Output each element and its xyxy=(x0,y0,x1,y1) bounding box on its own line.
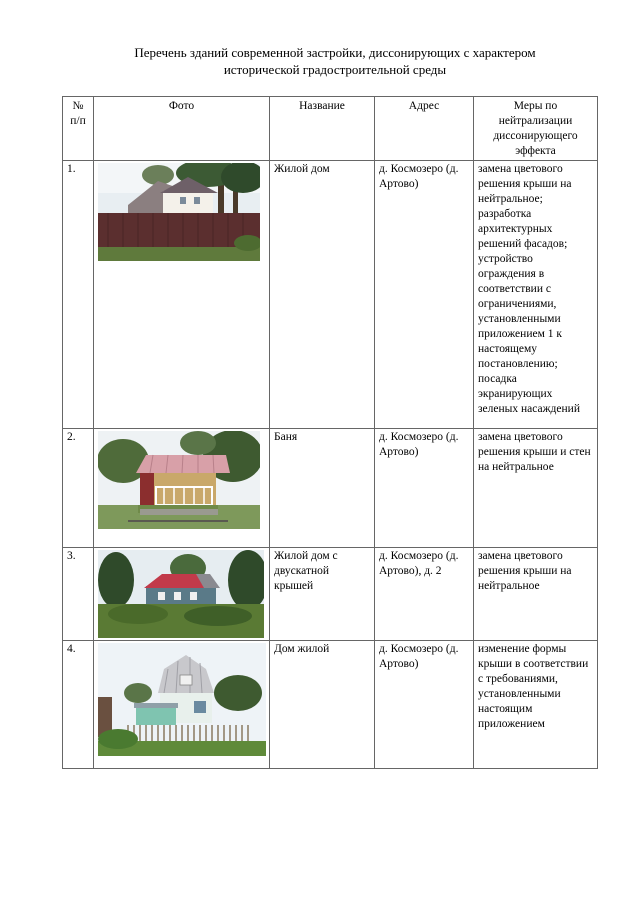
row-num: 2. xyxy=(63,429,94,548)
row-measures: замена цветового решения крыши на нейтральное; разработка архитектурных решений фасадов; устройство ограждения в соответствии с ограничениями, установленными приложением 1 к настоящему постановлению; посадка экранирующих зеленых насаждений xyxy=(474,161,598,429)
row-measures: изменение формы крыши в соответствии с требованиями, установленными настоящим приложением xyxy=(474,641,598,769)
table-row xyxy=(63,429,598,548)
row-address: д. Космозеро (д. Артово) xyxy=(375,429,474,548)
mansard-house-photo xyxy=(98,643,266,756)
title-line-1: Перечень зданий современной застройки, диссонирующих с характером xyxy=(134,45,536,60)
table-row xyxy=(63,641,598,769)
header-num: № п/п xyxy=(63,97,94,161)
house-fence-photo xyxy=(98,163,260,261)
photo-cell xyxy=(94,429,270,548)
photo-cell xyxy=(94,641,270,769)
row-name: Дом жилой xyxy=(270,641,375,769)
row-address: д. Космозеро (д. Артово) xyxy=(375,641,474,769)
buildings-table xyxy=(62,96,598,769)
row-measures: замена цветового решения крыши на нейтральное xyxy=(474,548,598,641)
photo-cell xyxy=(94,161,270,429)
row-name: Баня xyxy=(270,429,375,548)
row-num: 4. xyxy=(63,641,94,769)
header-name: Название xyxy=(270,97,375,161)
row-name: Жилой дом xyxy=(270,161,375,429)
row-name: Жилой дом с двускатной крышей xyxy=(270,548,375,641)
row-num: 3. xyxy=(63,548,94,641)
row-address: д. Космозеро (д. Артово) xyxy=(375,161,474,429)
table-header-row xyxy=(63,97,598,161)
header-measures: Меры по нейтрализации диссонирующего эффекта xyxy=(474,97,598,161)
row-measures: замена цветового решения крыши и стен на нейтральное xyxy=(474,429,598,548)
row-address: д. Космозеро (д. Артово), д. 2 xyxy=(375,548,474,641)
table-row xyxy=(63,548,598,641)
sauna-photo xyxy=(98,431,260,529)
header-photo: Фото xyxy=(94,97,270,161)
photo-cell xyxy=(94,548,270,641)
title-line-2: исторической градостроительной среды xyxy=(223,62,447,77)
page-title xyxy=(60,44,610,78)
header-address: Адрес xyxy=(375,97,474,161)
row-num: 1. xyxy=(63,161,94,429)
house-gable-roof-photo xyxy=(98,550,264,638)
table-row xyxy=(63,161,598,429)
